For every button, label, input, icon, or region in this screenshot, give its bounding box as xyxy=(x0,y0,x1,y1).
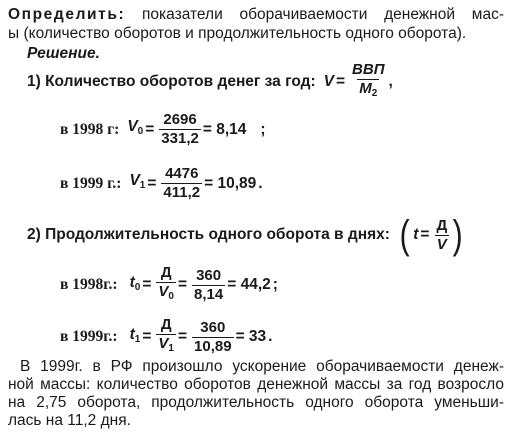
task-text-part2: ы (количество оборотов и продолжительность одного оборота). xyxy=(8,25,467,42)
step2-text: 2) Продолжительность одного оборота в днях: xyxy=(27,226,390,243)
v1999-fraction xyxy=(161,166,202,201)
t1998-numerator-1: Д xyxy=(160,264,172,281)
conclusion-line-1: В 1999г. в РФ произошло ускорение оборачиваемости денеж- xyxy=(20,358,504,375)
t1999-var: $t_1$ xyxy=(129,325,141,345)
t1999-fraction-1 xyxy=(156,317,176,357)
t1998-prefix: в 1998г.: xyxy=(60,276,118,293)
step1-formula xyxy=(27,62,395,102)
t1999-denominator-2: 10,89 xyxy=(194,337,232,355)
conclusion-line-4: лась на 11,2 дня. xyxy=(8,412,131,429)
step1-eq: = xyxy=(335,73,346,90)
task-line-2 xyxy=(8,25,466,43)
solution-heading: Решение. xyxy=(27,45,100,62)
t1999-numerator-1: Д xyxy=(160,316,172,333)
t1998-denominator-2: 8,14 xyxy=(194,285,224,303)
t1998-fraction-2 xyxy=(192,268,225,303)
conclusion-line-3: на 2,75 оборота, продолжительность одного оборота уменьши- xyxy=(8,394,504,411)
t1999-numerator-2: 360 xyxy=(200,318,226,336)
t1999-fraction-2 xyxy=(192,320,234,355)
step1-tail: , xyxy=(388,73,393,90)
t1999-formula: в 1999г.: $t_1$ = $\frac{Д}{V_1}$ = $\frac{360}{10,89}$ = 33 . xyxy=(60,317,274,357)
step2-denominator: V xyxy=(436,235,447,253)
v1998-denominator: 331,2 xyxy=(161,130,199,147)
step2-formula: 2) Продолжительность одного оборота в днях: ( t = $\frac{Д}{V}$ ) xyxy=(27,213,463,257)
step2-left-paren: ( xyxy=(399,213,410,257)
v1998-result: = 8,14 xyxy=(202,120,247,138)
step1-denominator: $M_2$ xyxy=(357,79,379,102)
step2-fraction xyxy=(434,218,449,253)
v1998-numerator: 2696 xyxy=(163,111,197,128)
v1998-prefix: в 1998 г: xyxy=(60,120,120,138)
v1999-result: = 10,89 xyxy=(204,174,257,192)
step1-fraction xyxy=(350,62,386,102)
t1998-denominator-1: $V_0$ xyxy=(156,282,176,305)
t1998-var: $t_0$ xyxy=(129,273,141,293)
v1999-prefix: в 1999 г.: xyxy=(60,174,122,192)
t1998-formula: в 1998г.: $t_0$ = $\frac{Д}{V_0}$ = $\frac{360}{8,14}$ = 44,2 ; xyxy=(60,265,280,305)
v1998-fraction xyxy=(159,112,201,147)
step2-numerator: Д xyxy=(436,216,448,234)
t1998-result: = 44,2 xyxy=(227,276,271,293)
v1999-denominator: 411,2 xyxy=(163,184,201,201)
t1998-numerator-2: 360 xyxy=(196,266,222,284)
v1998-tail: ; xyxy=(260,120,266,138)
t1998-tail: ; xyxy=(272,276,278,293)
step1-var: V xyxy=(323,73,334,90)
v1999-var: $V_1$ xyxy=(129,172,146,191)
step2-right-paren: ) xyxy=(452,213,463,257)
step2-var: t xyxy=(413,226,419,243)
v1999-numerator: 4476 xyxy=(165,165,199,182)
v1999-tail: . xyxy=(258,174,263,192)
t1999-prefix: в 1999г.: xyxy=(60,328,118,345)
step1-text: 1) Количество оборотов денег за год: xyxy=(27,73,316,90)
task-text-part1: показатели оборачиваемости денежной мас- xyxy=(125,6,504,23)
t1999-tail: . xyxy=(268,328,273,345)
v1999-formula: в 1999 г.: $V_1$ = $\frac{4476}{411,2}$ = 10,89 . xyxy=(60,165,263,201)
conclusion-line-2: ной массы: количество оборотов денежной массы за год возросло xyxy=(8,376,504,393)
task-line-1 xyxy=(8,6,504,24)
step1-numerator: ВВП xyxy=(352,61,385,78)
v1998-formula: в 1998 г: $V_0$ = $\frac{2696}{331,2}$ = 8,14 ; xyxy=(60,111,266,147)
t1999-denominator-1: $V_1$ xyxy=(156,334,176,357)
v1998-var: $V_0$ xyxy=(127,118,144,137)
t1998-fraction-1 xyxy=(156,265,176,305)
task-label: Определить: xyxy=(8,6,126,23)
t1999-result: = 33 xyxy=(235,328,267,345)
